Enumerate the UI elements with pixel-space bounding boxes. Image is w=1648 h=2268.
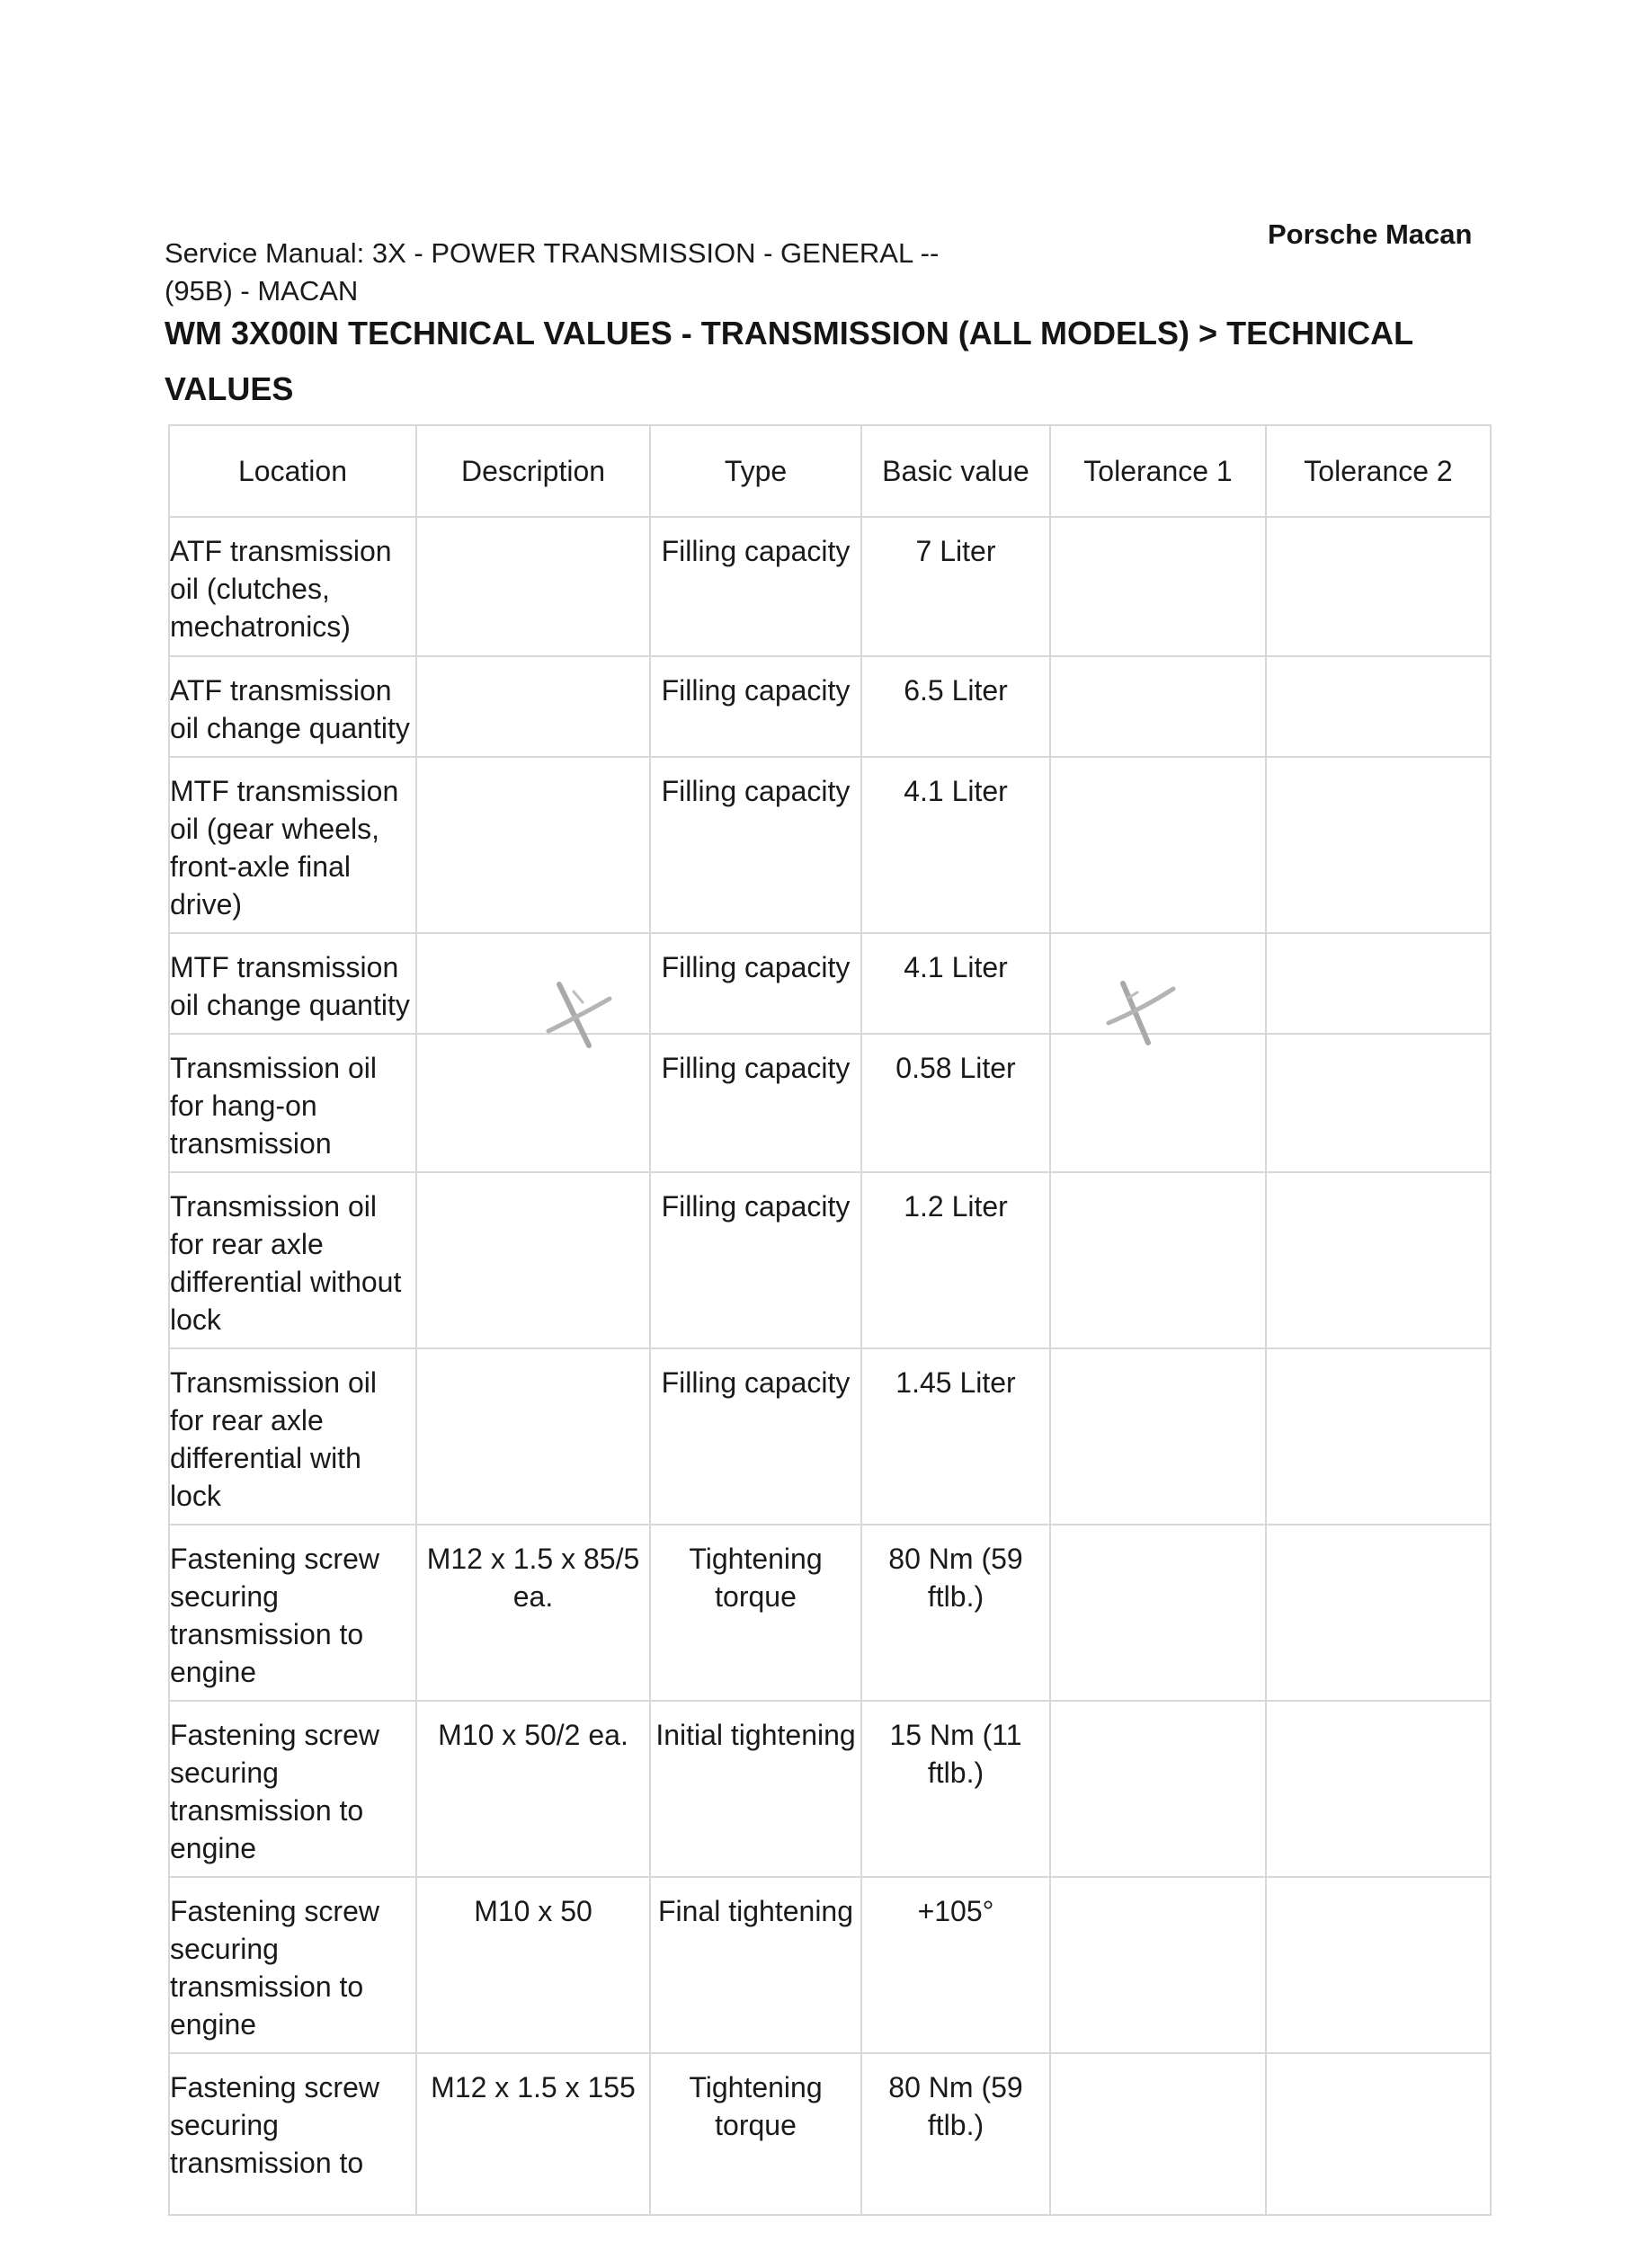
cell-basic-value: 7 Liter [861,517,1050,656]
table-row [169,933,1491,1034]
cell-tolerance-2 [1266,2053,1491,2215]
table-row [169,2053,1491,2215]
table-row [169,1172,1491,1348]
cell-tolerance-1 [1050,517,1266,656]
cell-type: Filling capacity [650,1348,861,1525]
cell-tolerance-1 [1050,1877,1266,2053]
cell-description [416,757,650,933]
cell-location: Fastening screw securing transmission to engine [169,1701,416,1877]
section-title: WM 3X00IN TECHNICAL VALUES - TRANSMISSION (ALL MODELS) > TECHNICAL VALUES [165,315,1413,407]
cell-tolerance-2 [1266,1701,1491,1877]
column-header-tolerance-1: Tolerance 1 [1050,425,1266,517]
table-row [169,1348,1491,1525]
cell-location: Fastening screw securing transmission to engine [169,1525,416,1701]
cell-basic-value: 1.2 Liter [861,1172,1050,1348]
cell-basic-value: 80 Nm (59 ftlb.) [861,2053,1050,2215]
pencil-cross-mark-icon [539,975,620,1056]
cell-description: M10 x 50 [416,1877,650,2053]
cell-type: Filling capacity [650,1172,861,1348]
cell-basic-value: 15 Nm (11 ftlb.) [861,1701,1050,1877]
cell-tolerance-2 [1266,757,1491,933]
cell-tolerance-1 [1050,2053,1266,2215]
cell-basic-value: 0.58 Liter [861,1034,1050,1172]
column-header-location: Location [169,425,416,517]
cell-location: Fastening screw securing transmission to [169,2053,416,2215]
cell-tolerance-2 [1266,517,1491,656]
cell-type: Tightening torque [650,1525,861,1701]
cell-tolerance-2 [1266,933,1491,1034]
cell-location: Transmission oil for hang-on transmission [169,1034,416,1172]
cell-tolerance-2 [1266,656,1491,757]
cell-basic-value: 4.1 Liter [861,933,1050,1034]
cell-tolerance-2 [1266,1348,1491,1525]
cell-description [416,1348,650,1525]
cell-type: Filling capacity [650,757,861,933]
table-row [169,1877,1491,2053]
table-row [169,1701,1491,1877]
cell-location: Fastening screw securing transmission to engine [169,1877,416,2053]
cell-location: ATF transmission oil change quantity [169,656,416,757]
cell-tolerance-1 [1050,1701,1266,1877]
cell-description: M10 x 50/2 ea. [416,1701,650,1877]
cell-type: Filling capacity [650,656,861,757]
cell-tolerance-2 [1266,1877,1491,2053]
technical-values-table [168,424,1492,2216]
cell-tolerance-1 [1050,1172,1266,1348]
cell-location: Transmission oil for rear axle differential without lock [169,1172,416,1348]
cell-tolerance-1 [1050,1525,1266,1701]
cell-description: M12 x 1.5 x 85/5 ea. [416,1525,650,1701]
column-header-basic-value: Basic value [861,425,1050,517]
cell-tolerance-2 [1266,1172,1491,1348]
cell-tolerance-2 [1266,1034,1491,1172]
table-row [169,757,1491,933]
cell-location: Transmission oil for rear axle differential with lock [169,1348,416,1525]
cell-description [416,1172,650,1348]
cell-location: MTF transmission oil change quantity [169,933,416,1034]
cell-basic-value: 80 Nm (59 ftlb.) [861,1525,1050,1701]
cell-tolerance-1 [1050,656,1266,757]
cell-type: Final tightening [650,1877,861,2053]
cell-description [416,517,650,656]
cell-basic-value: 4.1 Liter [861,757,1050,933]
table-row [169,1525,1491,1701]
pencil-cross-mark-icon [1101,971,1182,1052]
cell-type: Filling capacity [650,1034,861,1172]
cell-type: Filling capacity [650,933,861,1034]
cell-type: Initial tightening [650,1701,861,1877]
cell-tolerance-2 [1266,1525,1491,1701]
manual-reference-line-2: (95B) - MACAN [165,275,359,307]
brand-name: Porsche Macan [1268,218,1473,250]
cell-basic-value: +105° [861,1877,1050,2053]
table-row [169,656,1491,757]
table-row [169,1034,1491,1172]
cell-description [416,656,650,757]
cell-tolerance-1 [1050,1034,1266,1172]
table-row [169,517,1491,656]
column-header-type: Type [650,425,861,517]
cell-tolerance-1 [1050,1348,1266,1525]
column-header-description: Description [416,425,650,517]
cell-tolerance-1 [1050,757,1266,933]
cell-type: Tightening torque [650,2053,861,2215]
cell-type: Filling capacity [650,517,861,656]
cell-basic-value: 1.45 Liter [861,1348,1050,1525]
table-header-row [169,425,1491,517]
cell-description: M12 x 1.5 x 155 [416,2053,650,2215]
cell-basic-value: 6.5 Liter [861,656,1050,757]
manual-reference-line-1: Service Manual: 3X - POWER TRANSMISSION - GENERAL -- [165,237,940,269]
column-header-tolerance-2: Tolerance 2 [1266,425,1491,517]
cell-location: MTF transmission oil (gear wheels, front-axle final drive) [169,757,416,933]
cell-location: ATF transmission oil (clutches, mechatronics) [169,517,416,656]
